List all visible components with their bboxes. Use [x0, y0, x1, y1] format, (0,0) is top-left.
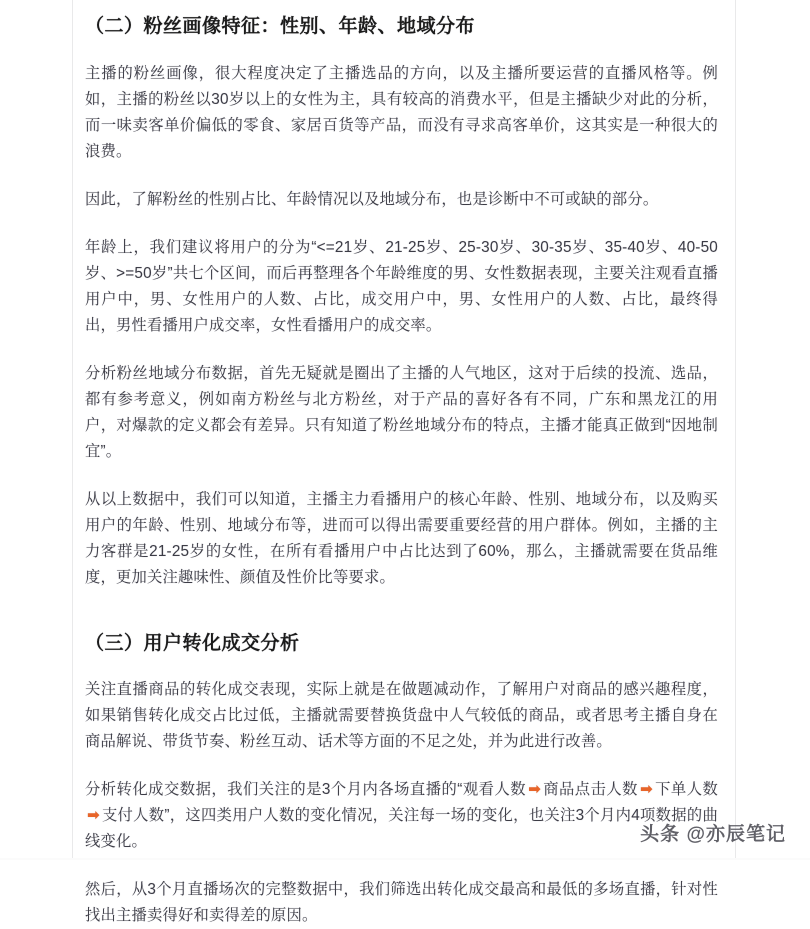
funnel-arrow-icon-2: ➡	[639, 781, 653, 799]
section-two-paragraph-5: 从以上数据中，我们可以知道，主播主力看播用户的核心年龄、性别、地域分布，以及购买用户的年龄、性别、地域分布等，进而可以得出需要重要经营的用户群体。例如，主播的主力客群是21-25岁的女性，在所有看播用户中占比达到了60%，那么，主播就需要在货品维度，更加关注趣味性、颜值及性价比等要求。	[85, 490, 718, 586]
funnel-arrow-icon-3: ➡	[87, 807, 100, 825]
section-three-funnel-paragraph	[85, 777, 718, 855]
funnel-arrow-icon-1: ➡	[528, 781, 541, 799]
section-two-paragraph-1: 主播的粉丝画像，很大程度决定了主播选品的方向，以及主播所要运营的直播风格等。例如，主播的粉丝以30岁以上的女性为主，具有较高的消费水平，但是主播缺少对此的分析，而一味卖客单价偏低的零食、家居百货等产品，而没有寻求高客单价，这其实是一种很大的浪费。	[85, 64, 718, 160]
watermark	[640, 819, 786, 846]
funnel-step-2-text: 商品点击人数	[542, 781, 638, 799]
section-two-paragraph-3: 年龄上，我们建议将用户的分为“<=21岁、21-25岁、25-30岁、30-35岁、35-40岁、40-50岁、>=50岁”共七个区间，而后再整理各个年龄维度的男、女性数据表现，主要关注观看直播用户中，男、女性用户的人数、占比，成交用户中，男、女性用户的人数、占比，最终得出，男性看播用户成交率，女性看播用户的成交率。	[85, 238, 718, 334]
funnel-lead-text: 分析转化成交数据，我们关注的是3个月内各场直播的“观看人数	[85, 781, 527, 799]
watermark-platform: 头条	[640, 824, 681, 845]
page-left-rule	[72, 0, 73, 860]
funnel-step-3-text: 下单人数	[654, 781, 718, 799]
funnel-step-4-text: 支付人数	[101, 807, 165, 825]
section-three-paragraph-1: 关注直播商品的转化成交表现，实际上就是在做题减动作，了解用户对商品的感兴趣程度，如果销售转化成交占比过低，主播就需要替换货盘中人气较低的商品，或者思考主播自身在商品解说、带货节奏、粉丝互动、话术等方面的不足之处，并为此进行改善。	[85, 681, 718, 751]
funnel-tail-text: ”，这四类用户人数的变化情况，关注每一场的变化，也关注3个月内4项数据的曲线变化。	[85, 807, 718, 851]
page-right-rule	[735, 0, 736, 860]
section-three-closing-paragraph: 然后，从3个月直播场次的完整数据中，我们筛选出转化成交最高和最低的多场直播，针对性找出主播卖得好和卖得差的原因。	[85, 881, 718, 925]
section-two-paragraph-2: 因此，了解粉丝的性别占比、年龄情况以及地域分布，也是诊断中不可或缺的部分。	[85, 190, 659, 208]
section-two-paragraph-4: 分析粉丝地域分布数据，首先无疑就是圈出了主播的人气地区，这对于后续的投流、选品，都有参考意义，例如南方粉丝与北方粉丝，对于产品的喜好各有不同，广东和黑龙江的用户，对爆款的定义都会有差异。只有知道了粉丝地域分布的特点，主播才能真正做到“因地制宜”。	[85, 364, 718, 460]
section-two-heading: （二）粉丝画像特征：性别、年龄、地域分布	[85, 16, 476, 37]
watermark-handle: @亦辰笔记	[686, 824, 786, 845]
section-three-heading: （三）用户转化成交分析	[85, 632, 300, 654]
